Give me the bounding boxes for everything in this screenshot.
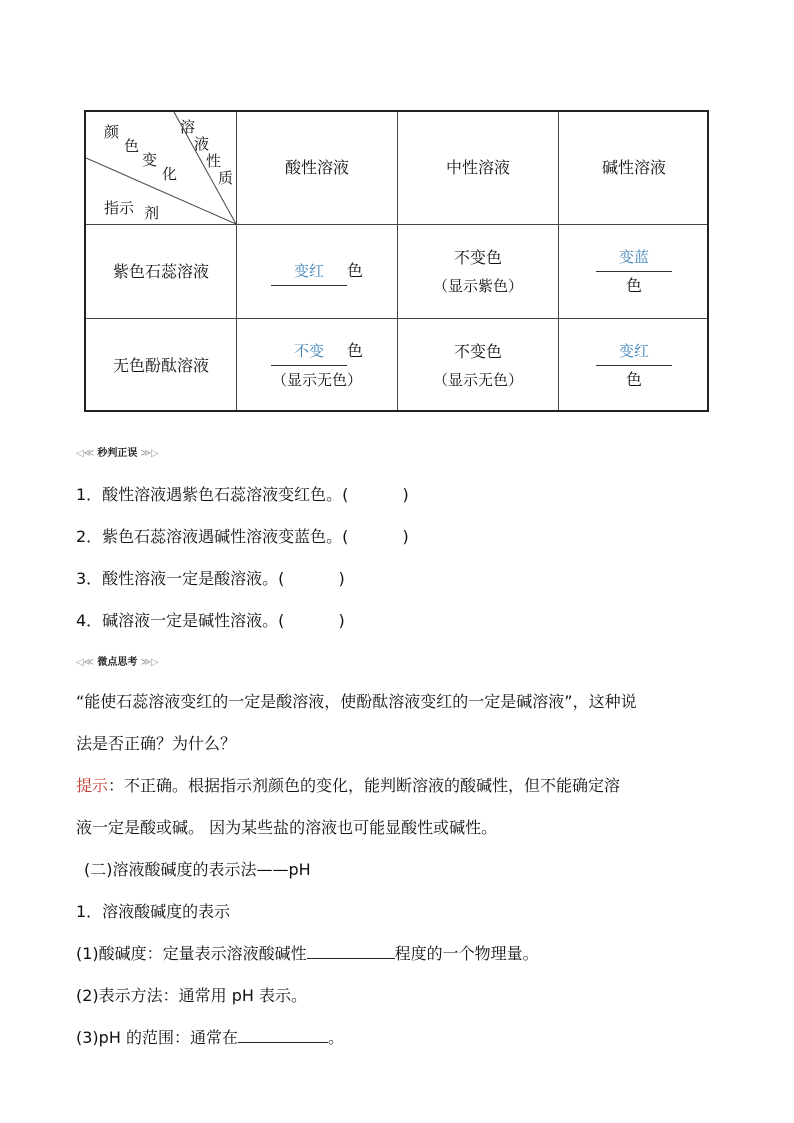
fill-blank bbox=[307, 944, 395, 959]
diag-top-char: 性 bbox=[206, 152, 222, 170]
column-header-text: 中性溶液 bbox=[445, 158, 510, 177]
line-text: 。 bbox=[327, 1028, 344, 1047]
answer-blank: 变红 bbox=[271, 257, 347, 286]
cell-phenolphthalein-acid bbox=[237, 319, 397, 412]
cell-litmus-acid bbox=[237, 225, 397, 318]
range-line bbox=[76, 1025, 344, 1048]
think-question-line: 法是否正确？为什么？ bbox=[76, 734, 237, 753]
line-text: (1)酸碱度：定量表示溶液酸碱性 bbox=[76, 944, 307, 963]
diag-top-char: 溶 bbox=[180, 118, 196, 136]
close-paren: ) bbox=[402, 527, 409, 546]
judge-item bbox=[76, 482, 409, 505]
hint-line: 液一定是酸或碱。 因为某些盐的溶液也可能显酸性或碱性。 bbox=[76, 818, 498, 837]
column-header-acid bbox=[237, 112, 397, 224]
diag-bottom-label: 指示 bbox=[104, 199, 135, 217]
cell-text: 不变色 bbox=[453, 247, 502, 267]
answer-blank: 不变 bbox=[271, 337, 347, 366]
answer-blank: 变蓝 bbox=[596, 243, 672, 272]
section-title: (二)溶液酸碱度的表示法——pH bbox=[84, 860, 311, 879]
cell-subtext: （显示无色） bbox=[271, 371, 362, 389]
tag-right-ornament: ≫▷ bbox=[137, 448, 159, 459]
line-text: 程度的一个物理量。 bbox=[394, 944, 539, 963]
tag-text: 微点思考 bbox=[97, 657, 138, 668]
diag-top-char: 液 bbox=[194, 135, 210, 153]
judge-text: 1．酸性溶液遇紫色石蕊溶液变红色。( bbox=[76, 485, 349, 504]
judge-text: 4．碱溶液一定是碱性溶液。( bbox=[76, 611, 285, 630]
close-paren: ) bbox=[338, 569, 345, 588]
section-tag-think bbox=[76, 653, 159, 668]
diag-top-char: 质 bbox=[218, 169, 234, 187]
method-line: (2)表示方法：通常用 pH 表示。 bbox=[76, 986, 308, 1005]
answer-blank: 变红 bbox=[596, 337, 672, 366]
section-tag-quick-judge bbox=[76, 444, 159, 459]
answer-line bbox=[271, 337, 363, 366]
suffix-text: 色 bbox=[346, 341, 363, 360]
hint-text: ：不正确。根据指示剂颜色的变化，能判断溶液的酸碱性，但不能确定溶 bbox=[108, 776, 621, 795]
hint-label: 提示 bbox=[76, 776, 109, 795]
tag-left-ornament: ◁≪ bbox=[76, 448, 98, 459]
cell-text: 不变色 bbox=[453, 341, 502, 361]
diag-left-char: 颜 bbox=[104, 123, 120, 141]
suffix-text: 色 bbox=[346, 261, 363, 280]
cell-litmus-base bbox=[559, 225, 709, 318]
diag-left-char: 色 bbox=[124, 137, 140, 155]
answer-line bbox=[271, 257, 363, 286]
judge-item bbox=[76, 566, 345, 589]
diag-bottom-label: 剂 bbox=[144, 204, 160, 222]
definition-line bbox=[76, 941, 539, 964]
diag-left-char: 化 bbox=[162, 165, 178, 183]
close-paren: ) bbox=[338, 611, 345, 630]
judge-item bbox=[76, 608, 345, 631]
subsection-title: 1．溶液酸碱度的表示 bbox=[76, 902, 231, 921]
cell-phenolphthalein-base bbox=[559, 319, 709, 412]
line-text: (3)pH 的范围：通常在 bbox=[76, 1028, 238, 1047]
row-label-text: 紫色石蕊溶液 bbox=[112, 261, 209, 281]
hint-line bbox=[76, 773, 620, 796]
row-label-litmus bbox=[86, 225, 236, 318]
tag-right-ornament: ≫▷ bbox=[137, 657, 159, 668]
diag-left-char: 变 bbox=[142, 151, 158, 169]
think-question-line: “能使石蕊溶液变红的一定是酸溶液，使酚酞溶液变红的一定是碱溶液”，这种说 bbox=[76, 692, 637, 711]
judge-text: 2．紫色石蕊溶液遇碱性溶液变蓝色。( bbox=[76, 527, 349, 546]
suffix-text: 色 bbox=[625, 276, 642, 295]
judge-item bbox=[76, 524, 409, 547]
cell-subtext: （显示紫色） bbox=[432, 276, 523, 295]
indicator-color-table bbox=[84, 110, 709, 412]
row-label-text: 无色酚酞溶液 bbox=[112, 355, 209, 375]
cell-litmus-neutral bbox=[398, 225, 558, 318]
cell-phenolphthalein-neutral bbox=[398, 319, 558, 412]
close-paren: ) bbox=[402, 485, 409, 504]
column-header-base bbox=[559, 112, 709, 224]
column-header-text: 碱性溶液 bbox=[601, 158, 666, 177]
column-header-text: 酸性溶液 bbox=[284, 158, 349, 177]
row-label-phenolphthalein bbox=[86, 319, 236, 412]
judge-text: 3．酸性溶液一定是酸溶液。( bbox=[76, 569, 285, 588]
suffix-text: 色 bbox=[625, 370, 642, 389]
tag-left-ornament: ◁≪ bbox=[76, 657, 98, 668]
fill-blank bbox=[238, 1028, 328, 1043]
cell-subtext: （显示无色） bbox=[432, 370, 523, 389]
tag-text: 秒判正误 bbox=[97, 448, 138, 459]
column-header-neutral bbox=[398, 112, 558, 224]
